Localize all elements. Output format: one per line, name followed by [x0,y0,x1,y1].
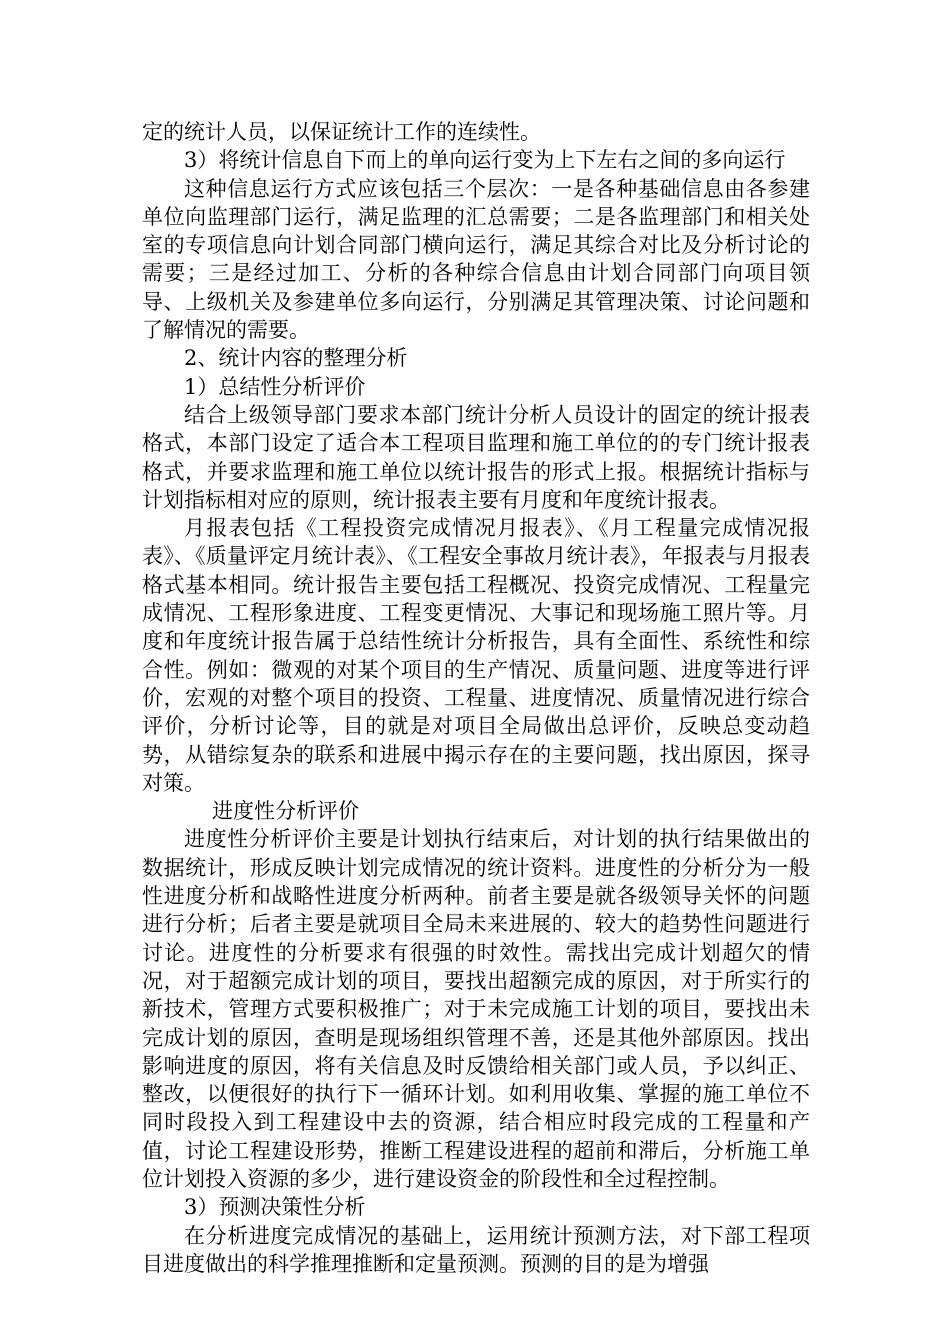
document-page [142,118,810,1278]
paragraph-progress-analysis: 进度性分析评价主要是计划执行结束后，对计划的执行结果做出的数据统计，形成反映计划完成情况的统计资料。进度性的分析分为一般性进度分析和战略性进度分析两种。前者主要是就各级领导关怀的问题进行分析；后者主要是就项目全局未来进展的、较大的趋势性问题进行讨论。进度性的分析要求有很强的时效性。需找出完成计划超欠的情况，对于超额完成计划的项目，要找出超额完成的原因，对于所实行的新技术，管理方式要积极推广；对于未完成施工计划的项目，要找出未完成计划的原因，查明是现场组织管理不善，还是其他外部原因。找出影响进度的原因，将有关信息及时反馈给相关部门或人员，予以纠正、整改，以便很好的执行下一循环计划。如利用收集、掌握的施工单位不同时段投入到工程建设中去的资源，结合相应时段完成的工程量和产值，讨论工程建设形势，推断工程建设进程的超前和滞后，分析施工单位计划投入资源的多少，进行建设资金的阶段性和全过程控制。 [142,827,810,1191]
subheading-forecast-analysis: 3）预测决策性分析 [184,1195,366,1220]
paragraph-monthly-reports: 月报表包括《工程投资完成情况月报表》、《月工程量完成情况报表》、《质量评定月统计表》、《工程安全事故月统计表》，年报表与月报表格式基本相同。统计报告主要包括工程概况、投资完成情况、工程量完成情况、工程形象进度、工程变更情况、大事记和现场施工照片等。月度和年度统计报告属于总结性统计分析报告，具有全面性、系统性和综合性。例如：微观的对某个项目的生产情况、质量问题、进度等进行评价，宏观的对整个项目的投资、工程量、进度情况、质量情况进行综合评价，分析讨论等，目的就是对项目全局做出总评价，反映总变动趋势，从错综复杂的联系和进展中揭示存在的主要问题，找出原因，探寻对策。 [142,516,810,795]
paragraph-report-format: 结合上级领导部门要求本部门统计分析人员设计的固定的统计报表格式，本部门设定了适合本工程项目监理和施工单位的的专门统计报表格式，并要求监理和施工单位以统计报告的形式上报。根据统计指标与计划指标相对应的原则，统计报表主要有月度和年度统计报表。 [142,402,810,512]
subheading-multidirectional-flow: 3）将统计信息自下而上的单向运行变为上下左右之间的多向运行 [184,148,786,173]
subheading-summary-evaluation: 1）总结性分析评价 [184,374,366,399]
section-heading-analysis: 2、统计内容的整理分析 [184,346,408,371]
paragraph-forecast: 在分析进度完成情况的基础上，运用统计预测方法，对下部工程项目进度做出的科学推理推断和定量预测。预测的目的是为增强 [142,1223,810,1276]
subheading-progress-evaluation: 进度性分析评价 [212,799,359,824]
paragraph-three-levels: 这种信息运行方式应该包括三个层次：一是各种基础信息由各参建单位向监理部门运行，满足监理的汇总需要；二是各监理部门和相关处室的专项信息向计划合同部门横向运行，满足其综合对比及分析讨论的需要；三是经过加工、分析的各种综合信息由计划合同部门向项目领导、上级机关及参建单位多向运行，分别满足其管理决策、讨论问题和了解情况的需要。 [142,176,810,343]
paragraph-continuation: 定的统计人员，以保证统计工作的连续性。 [142,120,541,144]
